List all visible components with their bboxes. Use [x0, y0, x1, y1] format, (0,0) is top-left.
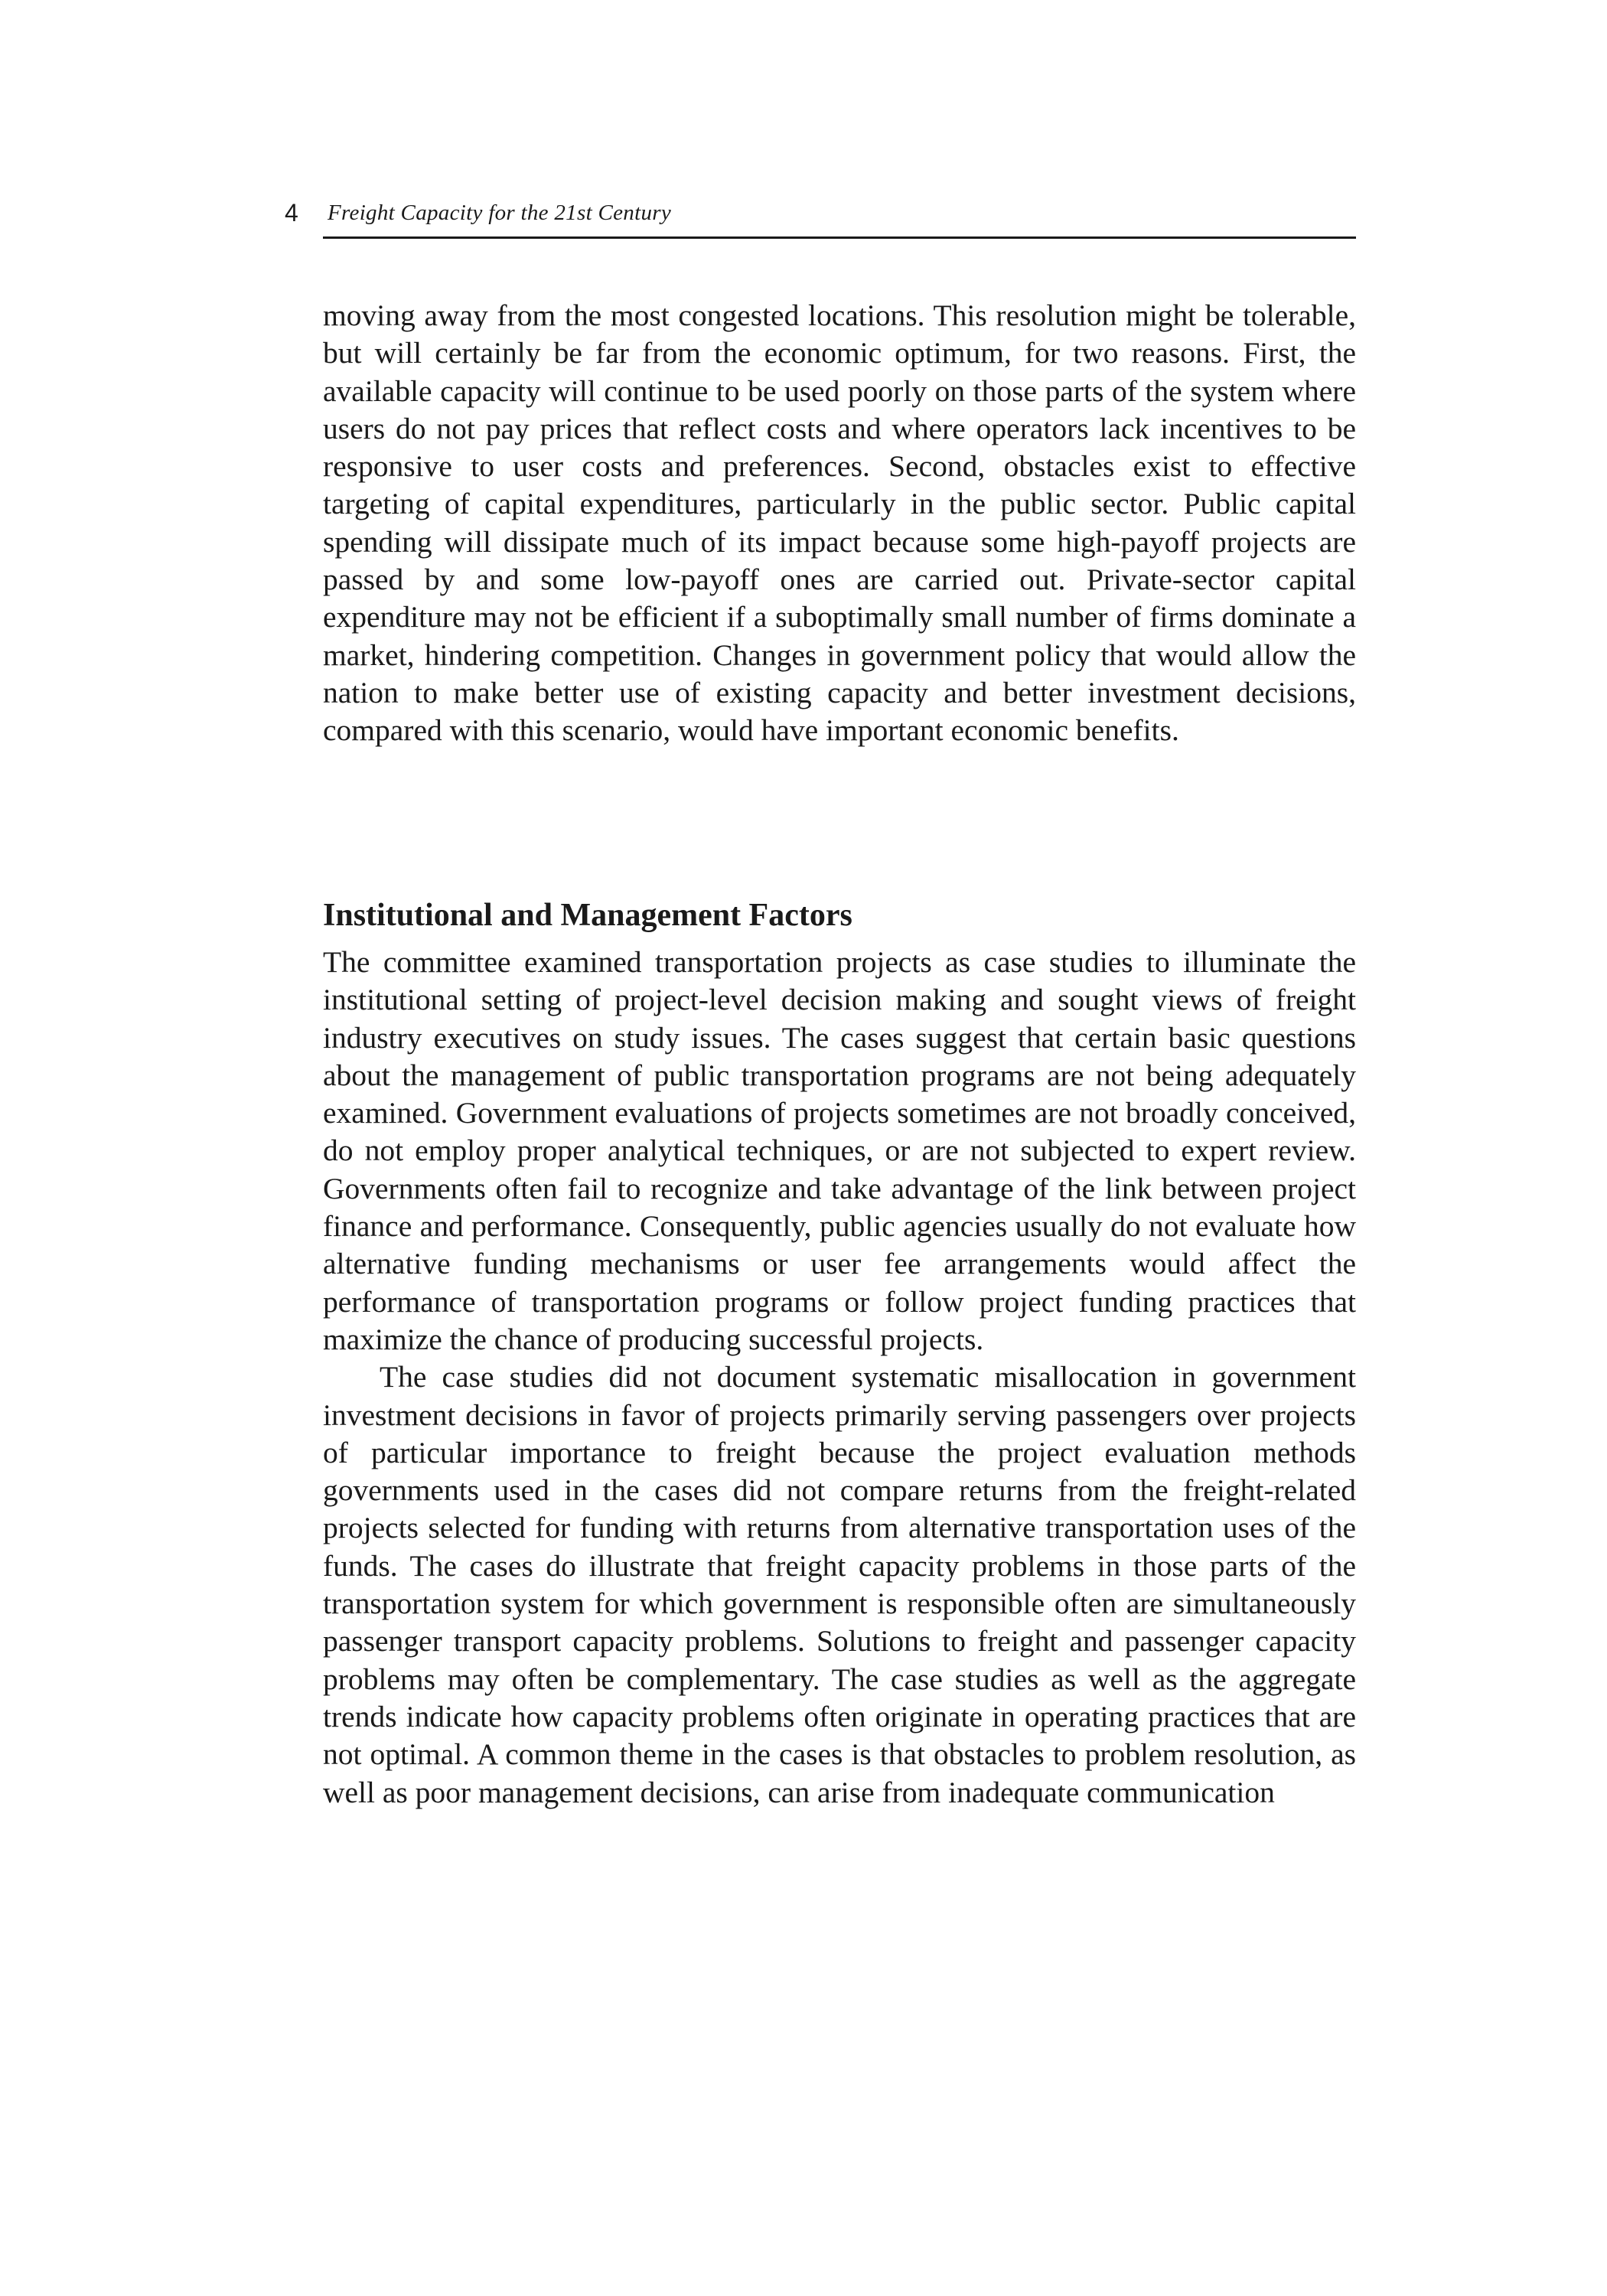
- page-number: 4: [285, 199, 298, 227]
- header-rule: [323, 236, 1356, 239]
- section-body: [323, 944, 1356, 1812]
- running-header: [285, 194, 1356, 237]
- section-paragraph-2: The case studies did not document systematic misallocation in government investment decisions in favor of projects primarily serving passengers over projects of particular importance to freight because the project evaluation methods governments used in the cases did not compare returns from the freight-related projects selected for funding with returns from alternative transportation uses of the funds. The cases do illustrate that freight capacity problems in those parts of the transportation system for which government is responsible often are simultaneously passenger transport capacity problems. Solutions to freight and passenger capacity problems may often be complementary. The case studies as well as the aggregate trends indicate how capacity problems often originate in operating practices that are not optimal. A common theme in the cases is that obstacles to problem resolution, as well as poor management decisions, can arise from inadequate communication: [323, 1360, 1356, 1809]
- intro-paragraph: moving away from the most congested locations. This resolution might be tolerable, but will certainly be far from the economic optimum, for two reasons. First, the available capacity will continue to be used poorly on those parts of the system where users do not pay prices that reflect costs and where operators lack incentives to be responsive to user costs and preferences. Second, obstacles exist to effective targeting of capital expenditures, particularly in the public sector. Public capital spending will dissipate much of its impact because some high-payoff projects are passed by and some low-payoff ones are carried out. Private-sector capital expenditure may not be efficient if a suboptimally small number of firms dominate a market, hindering competition. Changes in government policy that would allow the nation to make better use of existing capacity and better investment decisions, compared with this scenario, would have important economic benefits.: [323, 298, 1356, 748]
- section-heading: Institutional and Management Factors: [323, 898, 852, 933]
- running-title: Freight Capacity for the 21st Century: [328, 201, 672, 225]
- intro-text: [323, 297, 1356, 750]
- section-paragraph-1: The committee examined transportation projects as case studies to illuminate the institutional setting of project-level decision making and sought views of freight industry executives on study issues. The cases suggest that certain basic questions about the management of public transportation programs are not being adequately examined. Government evaluations of projects sometimes are not broadly conceived, do not employ proper analytical techniques, or are not subjected to expert review. Governments often fail to recognize and take advantage of the link between project finance and performance. Consequently, public agencies usually do not evaluate how alternative funding mechanisms or user fee arrangements would affect the performance of transportation programs or follow project funding practices that maximize the chance of producing successful projects.: [323, 945, 1356, 1356]
